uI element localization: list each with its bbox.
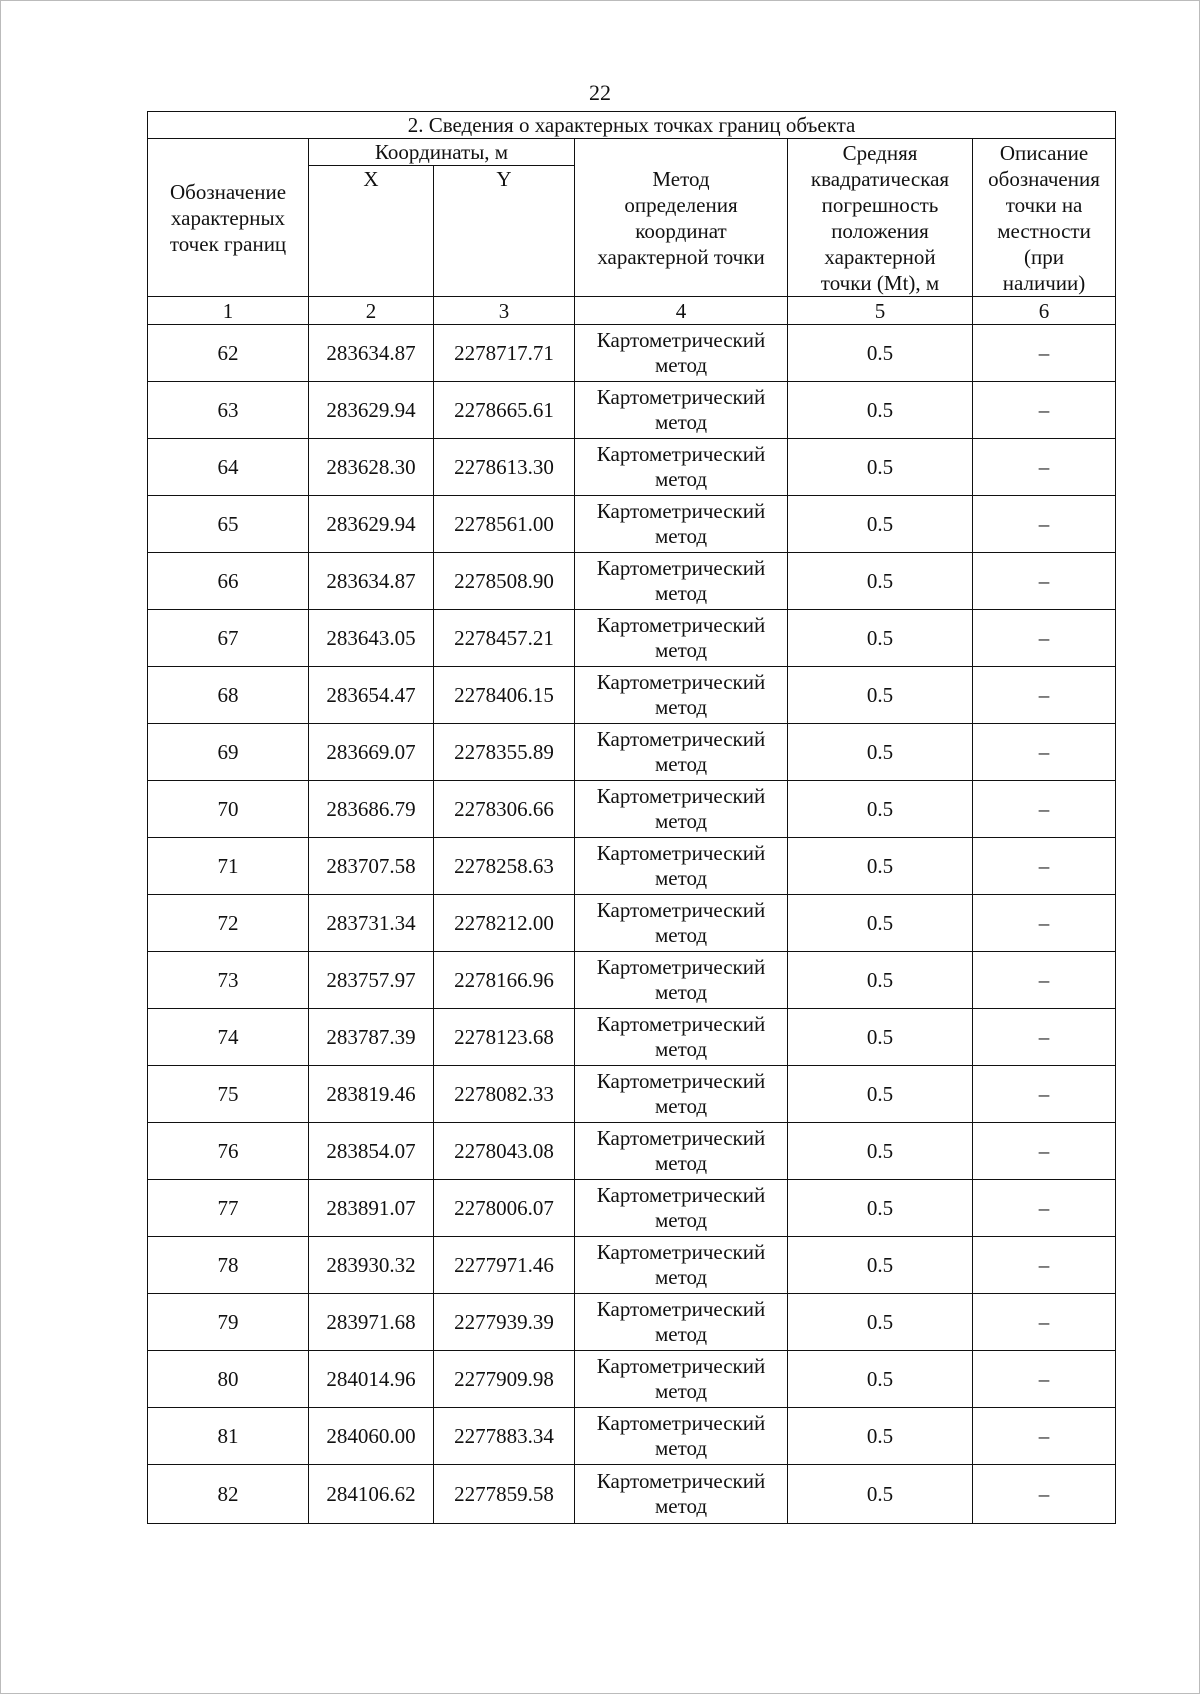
table-row [148, 382, 1116, 439]
coord-x: 283634.87 [309, 325, 434, 382]
point-description: – [973, 1408, 1116, 1465]
table-row [148, 610, 1116, 667]
coord-x: 283669.07 [309, 724, 434, 781]
table-row [148, 895, 1116, 952]
mean-error: 0.5 [788, 667, 973, 724]
column-number: 6 [973, 297, 1116, 325]
point-id: 80 [148, 1351, 309, 1408]
method: Картометрический метод [575, 952, 788, 1009]
method: Картометрический метод [575, 439, 788, 496]
coord-y: 2278355.89 [434, 724, 575, 781]
method: Картометрический метод [575, 553, 788, 610]
coord-y: 2278406.15 [434, 667, 575, 724]
point-description: – [973, 439, 1116, 496]
mean-error: 0.5 [788, 781, 973, 838]
column-number: 2 [309, 297, 434, 325]
point-description: – [973, 496, 1116, 553]
coord-x: 283643.05 [309, 610, 434, 667]
coord-y: 2278665.61 [434, 382, 575, 439]
header-mean-error: Средняя квадратическая погрешность положения характерной точки (Mt), м [788, 139, 973, 297]
coord-x: 284060.00 [309, 1408, 434, 1465]
point-description: – [973, 667, 1116, 724]
point-id: 70 [148, 781, 309, 838]
point-description: – [973, 838, 1116, 895]
table-row [148, 439, 1116, 496]
point-description: – [973, 553, 1116, 610]
point-id: 63 [148, 382, 309, 439]
column-number: 1 [148, 297, 309, 325]
method: Картометрический метод [575, 1180, 788, 1237]
header-y: Y [434, 166, 575, 297]
coord-x: 283757.97 [309, 952, 434, 1009]
mean-error: 0.5 [788, 1294, 973, 1351]
method: Картометрический метод [575, 382, 788, 439]
coord-x: 283731.34 [309, 895, 434, 952]
point-id: 66 [148, 553, 309, 610]
coord-x: 283930.32 [309, 1237, 434, 1294]
table-row [148, 1465, 1116, 1524]
coord-x: 283686.79 [309, 781, 434, 838]
coord-y: 2277883.34 [434, 1408, 575, 1465]
mean-error: 0.5 [788, 1123, 973, 1180]
coord-x: 283628.30 [309, 439, 434, 496]
point-description: – [973, 1066, 1116, 1123]
point-id: 74 [148, 1009, 309, 1066]
method: Картометрический метод [575, 895, 788, 952]
point-id: 82 [148, 1465, 309, 1524]
coord-x: 283787.39 [309, 1009, 434, 1066]
method: Картометрический метод [575, 667, 788, 724]
coord-y: 2278082.33 [434, 1066, 575, 1123]
point-description: – [973, 724, 1116, 781]
point-id: 72 [148, 895, 309, 952]
coord-y: 2277859.58 [434, 1465, 575, 1524]
point-id: 78 [148, 1237, 309, 1294]
header-method: Метод определения координат характерной точки [575, 139, 788, 297]
table-row [148, 325, 1116, 382]
column-number: 5 [788, 297, 973, 325]
method: Картометрический метод [575, 325, 788, 382]
point-description: – [973, 382, 1116, 439]
point-id: 67 [148, 610, 309, 667]
point-description: – [973, 1009, 1116, 1066]
mean-error: 0.5 [788, 1066, 973, 1123]
boundary-points-table [147, 111, 1116, 1524]
coord-x: 283629.94 [309, 496, 434, 553]
point-id: 68 [148, 667, 309, 724]
mean-error: 0.5 [788, 610, 973, 667]
mean-error: 0.5 [788, 1237, 973, 1294]
table-row [148, 1237, 1116, 1294]
table-row [148, 667, 1116, 724]
header-designation: Обозначение характерных точек границ [148, 139, 309, 297]
point-id: 65 [148, 496, 309, 553]
method: Картометрический метод [575, 1351, 788, 1408]
table-row [148, 952, 1116, 1009]
table-row [148, 1123, 1116, 1180]
mean-error: 0.5 [788, 439, 973, 496]
method: Картометрический метод [575, 1123, 788, 1180]
coord-y: 2278457.21 [434, 610, 575, 667]
coord-y: 2278043.08 [434, 1123, 575, 1180]
table-row [148, 496, 1116, 553]
table-row [148, 1351, 1116, 1408]
mean-error: 0.5 [788, 1009, 973, 1066]
coord-x: 283634.87 [309, 553, 434, 610]
point-id: 76 [148, 1123, 309, 1180]
method: Картометрический метод [575, 724, 788, 781]
header-coordinates: Координаты, м [309, 139, 575, 166]
coord-y: 2277939.39 [434, 1294, 575, 1351]
mean-error: 0.5 [788, 1180, 973, 1237]
coord-y: 2278212.00 [434, 895, 575, 952]
mean-error: 0.5 [788, 1465, 973, 1524]
coord-x: 283707.58 [309, 838, 434, 895]
coord-x: 284106.62 [309, 1465, 434, 1524]
point-id: 77 [148, 1180, 309, 1237]
point-description: – [973, 1237, 1116, 1294]
table-row [148, 1408, 1116, 1465]
section-title: 2. Сведения о характерных точках границ объекта [148, 112, 1116, 139]
method: Картометрический метод [575, 781, 788, 838]
method: Картометрический метод [575, 1465, 788, 1524]
coord-x: 283654.47 [309, 667, 434, 724]
point-description: – [973, 1465, 1116, 1524]
point-description: – [973, 1180, 1116, 1237]
header-x: X [309, 166, 434, 297]
coord-x: 284014.96 [309, 1351, 434, 1408]
table-row [148, 1066, 1116, 1123]
point-description: – [973, 1294, 1116, 1351]
coord-y: 2277909.98 [434, 1351, 575, 1408]
table-row [148, 838, 1116, 895]
point-id: 71 [148, 838, 309, 895]
table-row [148, 553, 1116, 610]
header-description: Описание обозначения точки на местности (при наличии) [973, 139, 1116, 297]
mean-error: 0.5 [788, 496, 973, 553]
point-description: – [973, 781, 1116, 838]
point-id: 81 [148, 1408, 309, 1465]
point-description: – [973, 895, 1116, 952]
method: Картометрический метод [575, 1066, 788, 1123]
point-description: – [973, 1123, 1116, 1180]
column-number: 4 [575, 297, 788, 325]
coord-y: 2278561.00 [434, 496, 575, 553]
coord-y: 2278306.66 [434, 781, 575, 838]
table-row [148, 724, 1116, 781]
coord-y: 2278717.71 [434, 325, 575, 382]
page-number: 22 [589, 80, 611, 105]
coord-y: 2278166.96 [434, 952, 575, 1009]
method: Картометрический метод [575, 1294, 788, 1351]
coord-y: 2278613.30 [434, 439, 575, 496]
point-description: – [973, 1351, 1116, 1408]
coord-x: 283854.07 [309, 1123, 434, 1180]
mean-error: 0.5 [788, 724, 973, 781]
mean-error: 0.5 [788, 382, 973, 439]
point-id: 64 [148, 439, 309, 496]
coord-x: 283891.07 [309, 1180, 434, 1237]
point-id: 79 [148, 1294, 309, 1351]
mean-error: 0.5 [788, 553, 973, 610]
method: Картометрический метод [575, 838, 788, 895]
coord-y: 2278258.63 [434, 838, 575, 895]
point-id: 69 [148, 724, 309, 781]
table-row [148, 1009, 1116, 1066]
table-row [148, 1180, 1116, 1237]
method: Картометрический метод [575, 1237, 788, 1294]
column-number: 3 [434, 297, 575, 325]
method: Картометрический метод [575, 1009, 788, 1066]
point-id: 75 [148, 1066, 309, 1123]
point-description: – [973, 952, 1116, 1009]
mean-error: 0.5 [788, 325, 973, 382]
coord-y: 2277971.46 [434, 1237, 575, 1294]
coord-y: 2278006.07 [434, 1180, 575, 1237]
mean-error: 0.5 [788, 838, 973, 895]
mean-error: 0.5 [788, 1351, 973, 1408]
coord-y: 2278508.90 [434, 553, 575, 610]
method: Картометрический метод [575, 1408, 788, 1465]
point-description: – [973, 325, 1116, 382]
point-description: – [973, 610, 1116, 667]
coord-y: 2278123.68 [434, 1009, 575, 1066]
coord-x: 283971.68 [309, 1294, 434, 1351]
mean-error: 0.5 [788, 952, 973, 1009]
method: Картометрический метод [575, 496, 788, 553]
point-id: 62 [148, 325, 309, 382]
method: Картометрический метод [575, 610, 788, 667]
coord-x: 283819.46 [309, 1066, 434, 1123]
mean-error: 0.5 [788, 1408, 973, 1465]
coord-x: 283629.94 [309, 382, 434, 439]
table-row [148, 1294, 1116, 1351]
table-row [148, 781, 1116, 838]
point-id: 73 [148, 952, 309, 1009]
mean-error: 0.5 [788, 895, 973, 952]
